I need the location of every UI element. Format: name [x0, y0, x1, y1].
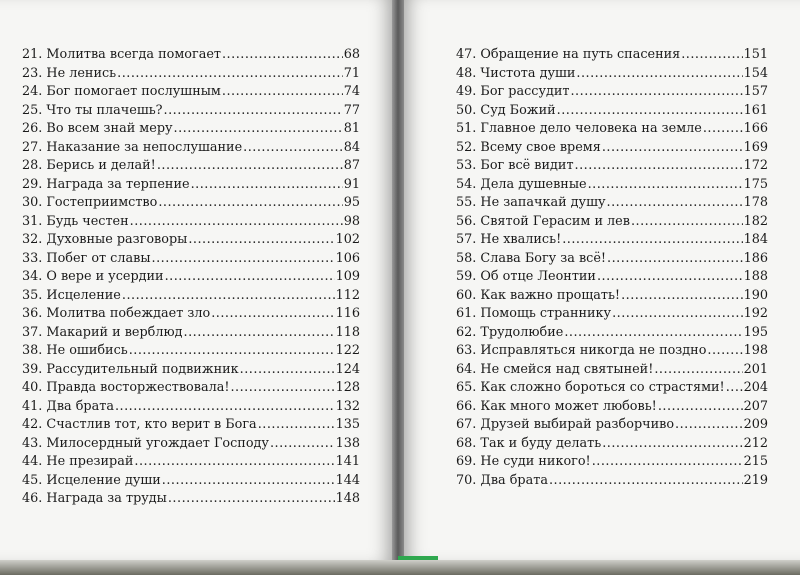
toc-entry: [22, 194, 360, 213]
toc-leader-dots: [122, 287, 335, 306]
toc-entry: [456, 213, 768, 232]
toc-entry-title: 39. Рассудительный подвижник: [22, 361, 239, 377]
toc-entry-page: 207: [743, 398, 768, 414]
toc-entry-title: 28. Берись и делай!: [22, 158, 156, 173]
toc-entry-page: 132: [335, 398, 360, 414]
toc-entry-title: 66. Как много может любовь!: [456, 398, 657, 414]
toc-entry: [456, 287, 768, 306]
toc-entry-title: 42. Счастлив тот, кто верит в Бога: [22, 417, 257, 432]
toc-entry-title: 27. Наказание за непослушание: [22, 139, 243, 155]
toc-entry: [456, 398, 768, 417]
toc-entry-page: 144: [335, 472, 360, 488]
toc-entry-page: 112: [335, 287, 360, 303]
toc-leader-dots: [631, 213, 743, 232]
toc-entry-title: 63. Исправляться никогда не поздно: [456, 343, 707, 358]
toc-leader-dots: [211, 305, 334, 324]
toc-entry-title: 58. Слава Богу за всё!: [456, 250, 607, 266]
toc-entry-title: 32. Духовные разговоры: [22, 232, 188, 247]
right-toc-list: [456, 46, 768, 490]
toc-entry: [22, 157, 360, 176]
toc-entry-title: 57. Не хвались!: [456, 232, 562, 247]
toc-entry: [456, 416, 768, 435]
toc-leader-dots: [570, 83, 742, 102]
toc-entry-page: 68: [343, 47, 360, 62]
toc-entry-title: 54. Дела душевные: [456, 176, 587, 192]
toc-entry: [22, 46, 360, 65]
toc-entry: [22, 379, 360, 398]
toc-entry-page: 91: [343, 176, 360, 192]
toc-entry-page: 182: [743, 213, 768, 229]
toc-entry-title: 52. Всему свое время: [456, 139, 601, 155]
toc-entry-title: 59. Об отце Леонтии: [456, 269, 596, 284]
toc-entry-page: 157: [743, 84, 768, 99]
toc-entry-title: 43. Милосердный угождает Господу: [22, 435, 269, 451]
toc-entry: [456, 194, 768, 213]
toc-entry-title: 24. Бог помогает послушным: [22, 84, 221, 99]
toc-entry-page: 95: [343, 195, 360, 210]
toc-entry-title: 51. Главное дело человека на земле: [456, 121, 702, 136]
toc-entry-title: 69. Не суди никого!: [456, 454, 591, 469]
toc-entry: [22, 416, 360, 435]
toc-leader-dots: [607, 250, 743, 269]
toc-leader-dots: [157, 157, 343, 176]
toc-entry-page: 215: [743, 454, 768, 469]
toc-entry: [22, 176, 360, 195]
toc-entry-page: 154: [743, 65, 768, 81]
toc-entry: [456, 324, 768, 343]
toc-leader-dots: [658, 398, 743, 417]
toc-entry: [22, 268, 360, 287]
toc-leader-dots: [607, 194, 743, 213]
toc-entry-page: 195: [743, 324, 768, 340]
toc-leader-dots: [165, 268, 335, 287]
toc-entry-page: 128: [335, 380, 360, 395]
toc-entry: [456, 453, 768, 472]
toc-leader-dots: [592, 453, 743, 472]
toc-entry: [22, 324, 360, 343]
toc-leader-dots: [602, 435, 742, 454]
toc-entry-page: 109: [335, 269, 360, 284]
toc-entry: [22, 472, 360, 491]
toc-leader-dots: [174, 120, 343, 139]
toc-leader-dots: [703, 120, 743, 139]
toc-leader-dots: [707, 342, 742, 361]
toc-entry-page: 141: [335, 454, 360, 469]
toc-leader-dots: [564, 324, 742, 343]
toc-leader-dots: [602, 139, 743, 158]
toc-entry: [22, 139, 360, 158]
toc-entry: [456, 268, 768, 287]
toc-entry-page: 71: [343, 65, 360, 81]
toc-leader-dots: [240, 361, 335, 380]
toc-leader-dots: [168, 490, 335, 509]
toc-entry-title: 31. Будь честен: [22, 213, 129, 229]
toc-entry-page: 204: [743, 380, 768, 395]
toc-leader-dots: [164, 102, 343, 121]
toc-entry: [456, 305, 768, 324]
left-toc-list: [22, 46, 360, 509]
toc-leader-dots: [270, 435, 335, 454]
toc-entry: [22, 65, 360, 84]
toc-entry: [456, 472, 768, 491]
toc-entry-title: 21. Молитва всегда помогает: [22, 47, 221, 62]
toc-leader-dots: [191, 176, 343, 195]
toc-entry: [456, 83, 768, 102]
toc-entry-title: 49. Бог рассудит: [456, 84, 570, 99]
toc-entry-title: 56. Святой Герасим и лев: [456, 213, 630, 229]
toc-leader-dots: [134, 453, 334, 472]
toc-entry-title: 60. Как важно прощать!: [456, 287, 621, 303]
toc-entry-title: 35. Исцеление: [22, 287, 121, 303]
toc-entry-page: 148: [335, 491, 360, 506]
toc-entry-title: 65. Как сложно бороться со страстями!: [456, 380, 725, 395]
toc-entry-title: 23. Не ленись: [22, 65, 117, 81]
toc-entry: [22, 398, 360, 417]
toc-leader-dots: [681, 46, 742, 65]
left-page: [0, 0, 392, 560]
toc-entry-page: 192: [743, 306, 768, 321]
toc-entry-title: 33. Побег от славы: [22, 250, 151, 266]
toc-entry-page: 81: [343, 121, 360, 136]
toc-leader-dots: [588, 176, 743, 195]
toc-entry-page: 184: [743, 232, 768, 247]
toc-entry-page: 87: [343, 158, 360, 173]
toc-entry: [22, 490, 360, 509]
toc-entry-title: 61. Помощь страннику: [456, 306, 612, 321]
toc-entry-title: 25. Что ты плачешь?: [22, 102, 163, 118]
toc-entry-page: 201: [743, 361, 768, 377]
toc-leader-dots: [258, 416, 335, 435]
toc-entry-title: 50. Суд Божий: [456, 102, 556, 118]
toc-entry-page: 98: [343, 213, 360, 229]
toc-entry-page: 102: [335, 232, 360, 247]
toc-entry-title: 41. Два брата: [22, 398, 114, 414]
toc-entry: [22, 435, 360, 454]
toc-entry-page: 77: [343, 102, 360, 118]
toc-entry-title: 34. О вере и усердии: [22, 269, 164, 284]
toc-entry: [456, 139, 768, 158]
toc-entry-page: 190: [743, 287, 768, 303]
toc-entry-page: 188: [743, 269, 768, 284]
toc-entry-title: 48. Чистота души: [456, 65, 576, 81]
toc-entry-title: 26. Во всем знай меру: [22, 121, 173, 136]
toc-entry: [22, 102, 360, 121]
toc-entry-title: 46. Награда за труды: [22, 491, 167, 506]
toc-entry-page: 186: [743, 250, 768, 266]
toc-entry: [22, 305, 360, 324]
toc-entry-page: 212: [743, 435, 768, 451]
toc-leader-dots: [575, 157, 743, 176]
book-gutter: [392, 0, 404, 575]
toc-leader-dots: [576, 65, 742, 84]
toc-leader-dots: [162, 472, 335, 491]
toc-entry-page: 169: [743, 139, 768, 155]
book-bottom-edge: [0, 560, 800, 575]
toc-leader-dots: [184, 324, 335, 343]
toc-entry-title: 30. Гостеприимство: [22, 195, 158, 210]
toc-entry: [22, 287, 360, 306]
toc-entry-title: 37. Макарий и верблюд: [22, 324, 183, 340]
toc-leader-dots: [222, 83, 343, 102]
toc-entry: [456, 120, 768, 139]
toc-entry: [456, 379, 768, 398]
toc-entry: [456, 65, 768, 84]
toc-entry-page: 151: [743, 47, 768, 62]
toc-entry-page: 122: [335, 343, 360, 358]
toc-leader-dots: [158, 194, 342, 213]
toc-entry-title: 38. Не ошибись: [22, 343, 128, 358]
toc-entry-title: 62. Трудолюбие: [456, 324, 564, 340]
toc-entry-page: 209: [743, 417, 768, 432]
toc-entry: [22, 361, 360, 380]
toc-leader-dots: [129, 342, 335, 361]
toc-entry-page: 198: [743, 343, 768, 358]
toc-entry-page: 116: [335, 306, 360, 321]
toc-entry-title: 64. Не смейся над святыней!: [456, 361, 654, 377]
toc-entry-title: 45. Исцеление души: [22, 472, 161, 488]
toc-leader-dots: [117, 65, 343, 84]
toc-entry-title: 55. Не запачкай душу: [456, 195, 606, 210]
toc-entry: [456, 435, 768, 454]
toc-leader-dots: [130, 213, 343, 232]
toc-leader-dots: [612, 305, 743, 324]
toc-leader-dots: [152, 250, 335, 269]
toc-entry: [456, 250, 768, 269]
toc-entry: [456, 176, 768, 195]
toc-entry: [456, 361, 768, 380]
toc-entry-title: 29. Награда за терпение: [22, 176, 190, 192]
toc-leader-dots: [654, 361, 742, 380]
toc-leader-dots: [188, 231, 334, 250]
toc-entry-page: 106: [335, 250, 360, 266]
toc-entry: [456, 157, 768, 176]
toc-entry-title: 36. Молитва побеждает зло: [22, 306, 211, 321]
toc-leader-dots: [222, 46, 343, 65]
toc-entry: [22, 83, 360, 102]
toc-entry: [456, 231, 768, 250]
toc-entry-page: 178: [743, 195, 768, 210]
toc-entry: [22, 342, 360, 361]
toc-entry-page: 135: [335, 417, 360, 432]
toc-entry: [456, 102, 768, 121]
toc-leader-dots: [115, 398, 335, 417]
toc-entry: [22, 213, 360, 232]
toc-entry: [22, 250, 360, 269]
toc-entry-page: 219: [743, 472, 768, 488]
toc-entry-title: 67. Друзей выбирай разборчиво: [456, 417, 675, 432]
toc-leader-dots: [597, 268, 743, 287]
toc-entry-title: 47. Обращение на путь спасения: [456, 47, 681, 62]
toc-entry-page: 124: [335, 361, 360, 377]
toc-leader-dots: [243, 139, 343, 158]
toc-entry-page: 161: [743, 102, 768, 118]
toc-entry: [456, 342, 768, 361]
toc-entry-title: 53. Бог всё видит: [456, 158, 574, 173]
toc-entry: [22, 453, 360, 472]
toc-entry-page: 175: [743, 176, 768, 192]
toc-entry-page: 166: [743, 121, 768, 136]
toc-leader-dots: [549, 472, 743, 491]
toc-leader-dots: [230, 379, 334, 398]
toc-entry-title: 40. Правда восторжествовала!: [22, 380, 230, 395]
toc-entry-page: 118: [335, 324, 360, 340]
toc-entry-page: 172: [743, 158, 768, 173]
toc-entry-title: 68. Так и буду делать: [456, 435, 602, 451]
toc-leader-dots: [562, 231, 742, 250]
toc-entry: [22, 231, 360, 250]
toc-leader-dots: [621, 287, 742, 306]
toc-leader-dots: [675, 416, 743, 435]
toc-leader-dots: [726, 379, 743, 398]
toc-entry-page: 138: [335, 435, 360, 451]
toc-entry-title: 44. Не презирай: [22, 454, 134, 469]
toc-entry-title: 70. Два брата: [456, 472, 548, 488]
toc-entry: [456, 46, 768, 65]
toc-entry: [22, 120, 360, 139]
toc-entry-page: 84: [343, 139, 360, 155]
toc-entry-page: 74: [343, 84, 360, 99]
toc-leader-dots: [557, 102, 743, 121]
